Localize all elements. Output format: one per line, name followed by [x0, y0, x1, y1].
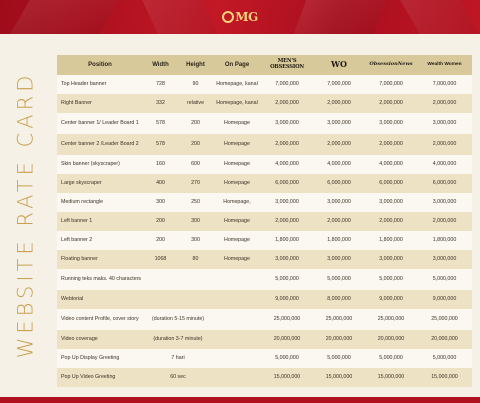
- cell-price-obsession-news: 3,000,000: [379, 120, 403, 127]
- cell-price-obsession-news: 2,000,000: [379, 218, 403, 225]
- cell-price-mens-obsession: 5,000,000: [275, 276, 299, 283]
- cell-width: 578: [156, 120, 165, 127]
- cell-duration: (duration 3-7 minute): [153, 336, 203, 343]
- cell-price-obsession-news: 5,000,000: [379, 276, 403, 283]
- cell-price-mens-obsession: 3,000,000: [275, 256, 299, 263]
- cell-duration: 7 hari: [171, 355, 185, 362]
- brand-logo-obsession-news: ObsessionNews: [369, 61, 413, 68]
- cell-price-mens-obsession: 5,000,000: [275, 355, 299, 362]
- cell-position: Large skyscraper: [61, 180, 102, 187]
- cell-height: 250: [191, 199, 200, 206]
- cell-price-mens-obsession: 7,000,000: [275, 81, 299, 88]
- cell-price-wo: 2,000,000: [327, 100, 351, 107]
- table-row: [57, 231, 472, 250]
- cell-price-obsession-news: 2,000,000: [379, 100, 403, 107]
- top-banner: [0, 0, 480, 34]
- cell-price-obsession-news: 6,000,000: [379, 180, 403, 187]
- cell-price-wealth-women: 5,000,000: [432, 355, 457, 362]
- cell-position: Left banner 2: [61, 237, 93, 244]
- cell-height: 300: [191, 218, 200, 225]
- mg-logo[interactable]: [218, 7, 262, 27]
- header-height: Height: [186, 61, 205, 68]
- cell-height: relative: [186, 100, 205, 107]
- cell-price-wealth-women: 25,000,000: [431, 316, 458, 323]
- cell-price-obsession-news: 1,800,000: [379, 237, 403, 244]
- cell-price-wo: 3,000,000: [327, 199, 351, 206]
- cell-width: [143, 269, 178, 290]
- cell-width: 160: [156, 161, 165, 168]
- cell-price-wo: 25,000,000: [325, 316, 353, 323]
- cell-price-wealth-women: 3,000,000: [432, 256, 457, 263]
- cell-width: 332: [156, 100, 165, 107]
- cell-price-wealth-women: 4,000,000: [432, 161, 457, 168]
- table-row: [57, 349, 472, 368]
- cell-price-obsession-news: 9,000,000: [379, 296, 403, 303]
- cell-price-obsession-news: 4,000,000: [379, 161, 403, 168]
- cell-price-wealth-women: 5,000,000: [432, 276, 457, 283]
- cell-page: Homepage: [224, 161, 250, 168]
- table-row: [57, 368, 472, 387]
- header-width: Width: [152, 61, 169, 68]
- cell-price-wo: 8,000,000: [327, 296, 351, 303]
- cell-price-wo: 2,000,000: [327, 141, 351, 148]
- header-position: Position: [88, 61, 112, 68]
- cell-position: Right Banner: [61, 100, 92, 107]
- cell-price-mens-obsession: 3,000,000: [275, 199, 299, 206]
- cell-position: Skin banner (skyscraper): [61, 161, 120, 168]
- table-row: [57, 94, 472, 113]
- cell-price-obsession-news: 15,000,000: [377, 374, 405, 381]
- cell-page: Homepage,: [223, 199, 251, 206]
- cell-page: [213, 349, 261, 368]
- cell-height: [178, 269, 213, 290]
- cell-price-obsession-news: 3,000,000: [379, 199, 403, 206]
- cell-price-mens-obsession: 2,000,000: [275, 100, 299, 107]
- header-brand-wo: [313, 55, 365, 75]
- cell-price-mens-obsession: 15,000,000: [273, 374, 301, 381]
- cell-price-mens-obsession: 20,000,000: [273, 336, 301, 343]
- cell-price-obsession-news: 2,000,000: [379, 141, 403, 148]
- cell-price-obsession-news: 25,000,000: [377, 316, 405, 323]
- header-brand-mens-obsession: [261, 55, 313, 75]
- table-row: [57, 174, 472, 193]
- cell-price-wo: 1,800,000: [327, 237, 351, 244]
- cell-price-wo: 15,000,000: [325, 374, 353, 381]
- table-row: [57, 330, 472, 349]
- cell-position: Video coverage: [61, 336, 98, 343]
- cell-price-wealth-women: 6,000,000: [432, 180, 457, 187]
- cell-price-mens-obsession: 4,000,000: [275, 161, 299, 168]
- cell-position: Center banner 2 /Leader Board 2: [61, 141, 139, 148]
- cell-height: 80: [192, 256, 199, 263]
- cell-price-wealth-women: 3,000,000: [432, 199, 457, 206]
- cell-price-wo: 5,000,000: [327, 355, 351, 362]
- header-brand-wealth-women: [417, 55, 472, 75]
- cell-page: [213, 290, 261, 309]
- cell-price-wealth-women: 9,000,000: [432, 296, 457, 303]
- cell-height: 600: [191, 161, 200, 168]
- cell-price-wealth-women: 20,000,000: [431, 336, 458, 343]
- side-title-text: WEBSITE RATE CARD: [13, 71, 37, 359]
- cell-page: Homepage: [224, 180, 250, 187]
- table-header: [57, 55, 472, 75]
- table-row: [57, 193, 472, 212]
- cell-page: [213, 330, 261, 349]
- brand-logo-mens-obsession: MEN'S OBSESSION: [270, 58, 304, 70]
- cell-price-wealth-women: 2,000,000: [432, 141, 457, 148]
- cell-duration: (duration 5-15 minute): [151, 316, 205, 323]
- cell-price-obsession-news: 5,000,000: [379, 355, 403, 362]
- cell-position: Medium rectangle: [61, 199, 104, 206]
- table-row: [57, 250, 472, 269]
- cell-duration: 60 sec: [170, 374, 186, 381]
- cell-price-obsession-news: 3,000,000: [379, 256, 403, 263]
- table-row: [57, 290, 472, 309]
- header-page: On Page: [224, 61, 250, 68]
- cell-price-wealth-women: 3,000,000: [432, 120, 457, 127]
- cell-price-wealth-women: 1,800,000: [432, 237, 457, 244]
- cell-height: [178, 290, 213, 309]
- cell-page: Homepage: [224, 120, 250, 127]
- table-row: [57, 212, 472, 231]
- cell-price-wo: 3,000,000: [327, 256, 351, 263]
- header-brand-obsession-news: [365, 55, 417, 75]
- cell-height: 90: [192, 81, 199, 88]
- cell-price-wo: 20,000,000: [325, 336, 353, 343]
- cell-position: Center banner 1/ Leader Board 1: [61, 120, 139, 127]
- cell-width: 728: [156, 81, 165, 88]
- cell-price-mens-obsession: 2,000,000: [275, 218, 299, 225]
- cell-width: [143, 290, 178, 309]
- cell-position: Top Header banner: [61, 81, 107, 88]
- cell-price-wo: 4,000,000: [327, 161, 351, 168]
- bottom-bar: [0, 397, 480, 403]
- cell-price-wealth-women: 15,000,000: [431, 374, 458, 381]
- cell-page: Homepage, kanal: [216, 81, 258, 88]
- table-row: [57, 155, 472, 174]
- cell-height: 300: [191, 237, 200, 244]
- cell-position: Floating banner: [61, 256, 98, 263]
- cell-price-mens-obsession: 2,000,000: [275, 141, 299, 148]
- brand-logo-wo: WO: [331, 59, 347, 70]
- table-row: [57, 113, 472, 134]
- brand-logo-wealth-women: Wealth Women: [427, 62, 462, 68]
- cell-position: Running teks maks. 40 characters: [61, 276, 142, 283]
- cell-page: Homepage: [224, 218, 250, 225]
- cell-price-obsession-news: 7,000,000: [379, 81, 403, 88]
- cell-price-wo: 2,000,000: [327, 218, 351, 225]
- cell-page: [213, 269, 261, 290]
- table-row: [57, 75, 472, 94]
- cell-width: 400: [156, 180, 165, 187]
- logo-text: MG: [235, 10, 258, 24]
- cell-price-obsession-news: 20,000,000: [377, 336, 405, 343]
- cell-price-wo: 7,000,000: [327, 81, 351, 88]
- cell-price-mens-obsession: 6,000,000: [275, 180, 299, 187]
- cell-page: Homepage, kanal: [216, 100, 258, 107]
- cell-page: [213, 368, 261, 387]
- side-title: [3, 71, 47, 359]
- cell-price-wo: 3,000,000: [327, 120, 351, 127]
- cell-page: Homepage: [224, 237, 250, 244]
- cell-position: Left banner 1: [61, 218, 93, 225]
- cell-height: 200: [191, 141, 200, 148]
- cell-height: 270: [191, 180, 200, 187]
- table-row: [57, 269, 472, 290]
- cell-width: 578: [156, 141, 165, 148]
- cell-price-wealth-women: 2,000,000: [432, 218, 457, 225]
- cell-position: Pop Up Video Greeting: [61, 374, 116, 381]
- cell-price-wealth-women: 2,000,000: [432, 100, 457, 107]
- rate-card-table: [57, 55, 472, 387]
- cell-width: 1068: [154, 256, 167, 263]
- logo-ring-icon: [222, 11, 234, 23]
- cell-width: 300: [156, 199, 165, 206]
- cell-page: [213, 309, 261, 330]
- cell-page: Homepage: [224, 256, 250, 263]
- cell-width: 200: [156, 237, 165, 244]
- table-row: [57, 309, 472, 330]
- cell-price-mens-obsession: 3,000,000: [275, 120, 299, 127]
- cell-position: Webtorial: [61, 296, 84, 303]
- cell-height: 200: [191, 120, 200, 127]
- table-row: [57, 134, 472, 155]
- cell-price-mens-obsession: 25,000,000: [273, 316, 301, 323]
- cell-position: Pop Up Display Greeting: [61, 355, 120, 362]
- cell-price-wealth-women: 7,000,000: [432, 81, 457, 88]
- cell-page: Homepage: [224, 141, 250, 148]
- cell-price-mens-obsession: 1,800,000: [275, 237, 299, 244]
- cell-width: 200: [156, 218, 165, 225]
- cell-price-wo: 6,000,000: [327, 180, 351, 187]
- cell-price-mens-obsession: 9,000,000: [275, 296, 299, 303]
- cell-price-wo: 5,000,000: [327, 276, 351, 283]
- cell-position: Video content Profile, cover story: [61, 316, 139, 323]
